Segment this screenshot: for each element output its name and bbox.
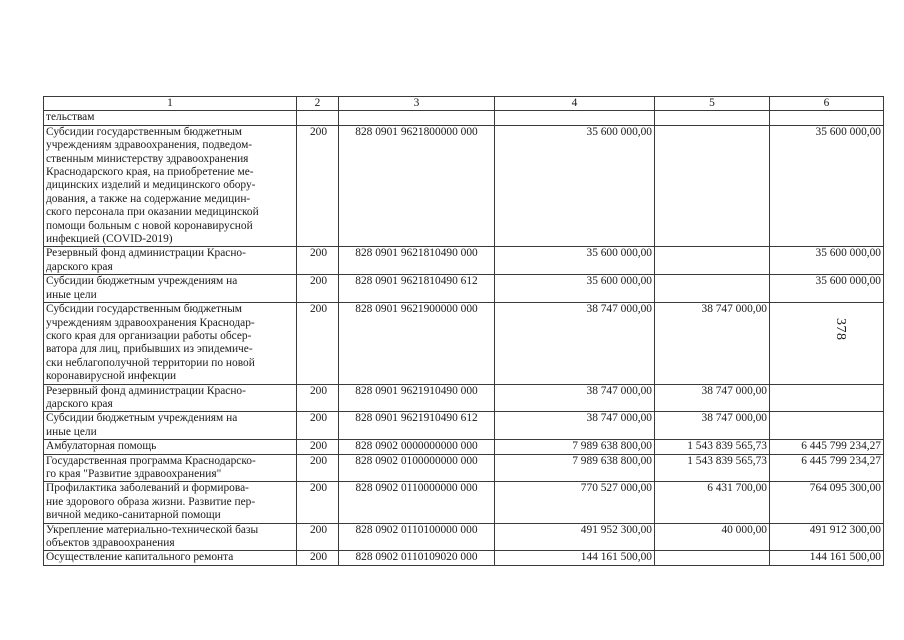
table-row [44,412,884,440]
row-col5-cell: 6 431 700,00 [655,482,770,523]
row-col5-cell: 40 000,00 [655,523,770,551]
row-name-line: коронавирусной инфекции [46,370,177,383]
row-csr-cell: 828 0902 0110109020 000 [339,551,495,565]
row-name-line: дования, а также на содержание медицин- [46,192,251,205]
row-name-line: учреждениям здравоохранения Краснодар- [46,316,255,329]
row-name-line: ватора для лиц, прибывших из эпидемиче- [46,343,253,356]
row-code-cell: 200 [297,523,339,551]
row-name-line: вичной медико-санитарной помощи [46,509,221,522]
row-name-line: Осуществление капитального ремонта [46,551,234,564]
row-col6-cell: 35 600 000,00 [770,125,884,247]
row-col6-cell: 6 445 799 234,27 [770,454,884,482]
row-name-cell [44,125,297,247]
row-code-cell: 200 [297,412,339,440]
row-name-line: ского края для организации работы обсер- [46,329,252,342]
row-col5-cell [655,125,770,247]
row-name-line: ние здорового образа жизни. Развитие пер- [46,495,256,508]
row-col6-cell [770,303,884,384]
table-row [44,125,884,247]
row-name-line: инфекцией (COVID-2019) [46,233,173,246]
row-csr-cell: 828 0901 9621800000 000 [339,125,495,247]
row-name-line: иные цели [46,288,97,301]
row-col5-cell: 1 543 839 565,73 [655,440,770,454]
table-row [44,482,884,523]
row-col6-cell: 764 095 300,00 [770,482,884,523]
row-col5-cell: 38 747 000,00 [655,384,770,412]
row-code-cell: 200 [297,454,339,482]
row-col5-cell: 38 747 000,00 [655,303,770,384]
row-name-line: Резервный фонд администрации Красно- [46,384,246,397]
row-name-line: дарского края [46,260,113,273]
row-name-line: Профилактика заболеваний и формирова- [46,482,249,495]
row-csr-cell: 828 0902 0110100000 000 [339,523,495,551]
row-name-cell [44,440,297,454]
row-name-cell [44,482,297,523]
row-name-line: Амбулаторная помощь [46,440,157,453]
row-col5-cell [655,275,770,303]
continuation-cell [770,111,884,125]
row-code-cell: 200 [297,125,339,247]
row-name-line: ственным министерству здравоохранения [46,152,249,165]
row-total-cell: 144 161 500,00 [495,551,655,565]
row-col5-cell: 1 543 839 565,73 [655,454,770,482]
table-row [44,275,884,303]
row-total-cell: 7 989 638 800,00 [495,454,655,482]
row-name-cell [44,523,297,551]
row-col6-cell [770,384,884,412]
table-row [44,454,884,482]
continuation-cell [339,111,495,125]
page-number: 378 [833,318,848,341]
column-number-3: 3 [339,97,495,111]
row-csr-cell: 828 0901 9621910490 612 [339,412,495,440]
budget-table [43,96,884,566]
column-number-6: 6 [770,97,884,111]
row-total-cell: 491 952 300,00 [495,523,655,551]
row-code-cell: 200 [297,303,339,384]
row-code-cell: 200 [297,440,339,454]
row-csr-cell: 828 0901 9621900000 000 [339,303,495,384]
row-name-cell [44,454,297,482]
row-total-cell: 770 527 000,00 [495,482,655,523]
row-name-cell [44,551,297,565]
row-col6-cell: 35 600 000,00 [770,247,884,275]
row-code-cell: 200 [297,551,339,565]
row-csr-cell: 828 0901 9621810490 000 [339,247,495,275]
row-name-line: го края "Развитие здравоохранения" [46,467,222,480]
table-row [44,523,884,551]
table-row [44,247,884,275]
row-name-cell [44,412,297,440]
row-code-cell: 200 [297,275,339,303]
row-name-line: помощи больным с новой коронавирусной [46,219,253,232]
row-total-cell: 38 747 000,00 [495,412,655,440]
row-name-line: Государственная программа Краснодарско- [46,454,256,467]
row-col6-cell: 6 445 799 234,27 [770,440,884,454]
column-number-1: 1 [44,97,297,111]
row-name-line: Субсидии государственным бюджетным [46,303,242,316]
row-name-cell [44,384,297,412]
row-col6-cell: 144 161 500,00 [770,551,884,565]
row-col6-cell [770,412,884,440]
table-row [44,440,884,454]
row-col5-cell [655,247,770,275]
row-total-cell: 38 747 000,00 [495,384,655,412]
row-csr-cell: 828 0902 0110000000 000 [339,482,495,523]
column-number-row [44,97,884,111]
row-name-line: объектов здравоохранения [46,537,175,549]
row-name-cell [44,247,297,275]
row-code-cell: 200 [297,384,339,412]
continuation-cell [297,111,339,125]
row-code-cell: 200 [297,482,339,523]
column-number-4: 4 [495,97,655,111]
row-name-line: Резервный фонд администрации Красно- [46,247,246,260]
row-csr-cell: 828 0902 0100000000 000 [339,454,495,482]
row-name-line: дицинских изделий и медицинского обору- [46,179,256,192]
row-csr-cell: 828 0902 0000000000 000 [339,440,495,454]
row-name-line: Укрепление материально-технической базы [46,523,259,536]
row-total-cell: 7 989 638 800,00 [495,440,655,454]
row-name-line: Краснодарского края, на приобретение ме- [46,166,254,179]
table-row [44,384,884,412]
row-col5-cell: 38 747 000,00 [655,412,770,440]
row-total-cell: 35 600 000,00 [495,125,655,247]
row-total-cell: 35 600 000,00 [495,275,655,303]
table-row [44,303,884,384]
row-name-line: ски неблагополучной территории по новой [46,356,255,369]
budget-table-body [44,97,884,566]
row-name-line: Субсидии бюджетным учреждениям на [46,412,238,425]
row-code-cell: 200 [297,247,339,275]
table-row [44,551,884,565]
row-name-line: дарского края [46,397,113,410]
row-col5-cell [655,551,770,565]
continuation-cell [655,111,770,125]
row-col6-cell: 491 912 300,00 [770,523,884,551]
row-total-cell: 38 747 000,00 [495,303,655,384]
column-number-2: 2 [297,97,339,111]
continuation-row [44,111,884,125]
row-name-line: Субсидии бюджетным учреждениям на [46,275,238,288]
continuation-cell [495,111,655,125]
row-name-line: Субсидии государственным бюджетным [46,125,242,138]
row-total-cell: 35 600 000,00 [495,247,655,275]
row-col6-cell: 35 600 000,00 [770,275,884,303]
row-name-cell [44,275,297,303]
continuation-text: тельствам [44,111,297,125]
column-number-5: 5 [655,97,770,111]
row-name-line: ского персонала при оказании медицинской [46,206,259,219]
row-name-line: учреждениям здравоохранения, подведом- [46,139,253,152]
row-csr-cell: 828 0901 9621910490 000 [339,384,495,412]
row-csr-cell: 828 0901 9621810490 612 [339,275,495,303]
row-name-line: иные цели [46,425,97,438]
row-name-cell [44,303,297,384]
